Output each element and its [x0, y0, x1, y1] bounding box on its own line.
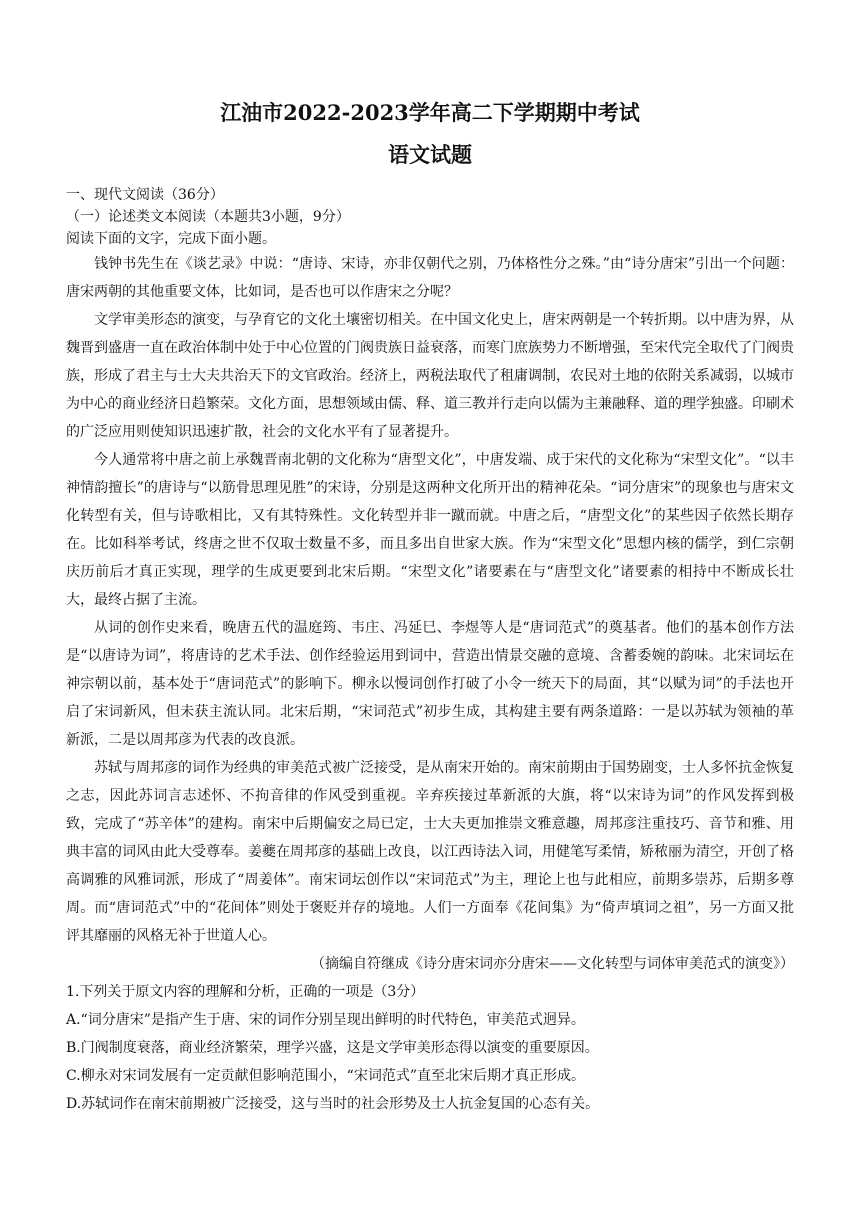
- option-c: C.柳永对宋词发展有一定贡献但影响范围小，“宋词范式”直至北宋后期才真正形成。: [66, 1068, 585, 1084]
- exam-subtitle: 语文试题: [388, 142, 472, 167]
- passage-paragraph: 文学审美形态的演变，与孕育它的文化土壤密切相关。在中国文化史上，唐宋两朝是一个转折期。以中唐为界，从魏晋到盛唐一直在政治体制中处于中心位置的门阀贵族日益衰落，而寒门庶族势力不断增强，至宋代完全取代了门阀贵族，形成了君主与士大夫共治天下的文官政治。经济上，两税法取代了租庸调制，农民对土地的依附关系减弱，以城市为中心的商业经济日趋繁荣。文化方面，思想领域由儒、释、道三教并行走向以儒为主兼融释、道的理学独盛。印刷术的广泛应用则使知识迅速扩散，社会的文化水平有了显著提升。: [66, 312, 794, 440]
- passage-paragraph: 钱钟书先生在《谈艺录》中说：“唐诗、宋诗，亦非仅朝代之别，乃体格性分之殊。”由“诗分唐宋”引出一个问题：唐宋两朝的其他重要文体，比如词，是否也可以作唐宋之分呢？: [66, 256, 794, 300]
- passage: [66, 250, 794, 978]
- section-subheading: （一）论述类文本阅读（本题共3小题，9分）: [66, 209, 350, 225]
- section-heading: 一、现代文阅读（36分）: [66, 187, 224, 203]
- passage-paragraph: 今人通常将中唐之前上承魏晋南北朝的文化称为“唐型文化”，中唐发端、成于宋代的文化称为“宋型文化”。“以丰神情韵擅长”的唐诗与“以筋骨思理见胜”的宋诗，分别是这两种文化所开出的精神花朵。“词分唐宋”的现象也与唐宋文化转型有关，但与诗歌相比，又有其特殊性。文化转型并非一蹴而就。中唐之后，“唐型文化”的某些因子依然长期存在。比如科举考试，终唐之世不仅取士数量不多，而且多出自世家大族。作为“宋型文化”思想内核的儒学，到仁宗朝庆历前后才真正实现，理学的生成更要到北宋后期。“宋型文化”诸要素在与“唐型文化”诸要素的相持中不断成长壮大，最终占据了主流。: [66, 452, 794, 608]
- passage-paragraph: 从词的创作史来看，晚唐五代的温庭筠、韦庄、冯延巳、李煜等人是“唐词范式”的奠基者。他们的基本创作方法是“以唐诗为词”，将唐诗的艺术手法、创作经验运用到词中，营造出情景交融的意境、含蓄委婉的韵味。北宋词坛在神宗朝以前，基本处于“唐词范式”的影响下。柳永以慢词创作打破了小令一统天下的局面，其“以赋为词”的手法也开启了宋词新风，但未获主流认同。北宋后期，“宋词范式”初步生成，其构建主要有两条道路：一是以苏轼为领袖的革新派，二是以周邦彦为代表的改良派。: [66, 620, 794, 748]
- passage-paragraph: 苏轼与周邦彦的词作为经典的审美范式被广泛接受，是从南宋开始的。南宋前期由于国势剧变，士人多怀抗金恢复之志，因此苏词言志述怀、不拘音律的作风受到重视。辛弃疾接过革新派的大旗，将“以宋诗为词”的作风发挥到极致，完成了“苏辛体”的建构。南宋中后期偏安之局已定，士大夫更加推崇文雅意趣，周邦彦注重技巧、音节和雅、用典丰富的词风由此大受尊奉。姜夔在周邦彦的基础上改良，以江西诗法入词，用健笔写柔情，矫秾丽为清空，开创了格高调雅的风雅词派，形成了“周姜体”。南宋词坛创作以“宋词范式”为主，理论上也与此相应，前期多崇苏，后期多尊周。而“唐词范式”中的“花间体”则处于褒贬并存的境地。人们一方面奉《花间集》为“倚声填词之祖”，另一方面又批评其靡丽的风格无补于世道人心。: [66, 760, 794, 944]
- option-b: B.门阀制度衰落，商业经济繁荣，理学兴盛，这是文学审美形态得以演变的重要原因。: [66, 1040, 599, 1056]
- exam-title: 江油市2022-2023学年高二下学期期中考试: [220, 100, 640, 125]
- question-stem: 1.下列关于原文内容的理解和分析，正确的一项是（3分）: [66, 984, 425, 1000]
- question-1: [66, 978, 794, 1118]
- passage-source: （摘编自符继成《诗分唐宋词亦分唐宋——文化转型与词体审美范式的演变》）: [311, 956, 794, 972]
- option-a: A.“词分唐宋”是指产生于唐、宋的词作分别呈现出鲜明的时代特色，审美范式迥异。: [66, 1012, 585, 1028]
- option-d: D.苏轼词作在南宋前期被广泛接受，这与当时的社会形势及士人抗金复国的心态有关。: [66, 1096, 600, 1112]
- reading-instruction: 阅读下面的文字，完成下面小题。: [66, 231, 276, 247]
